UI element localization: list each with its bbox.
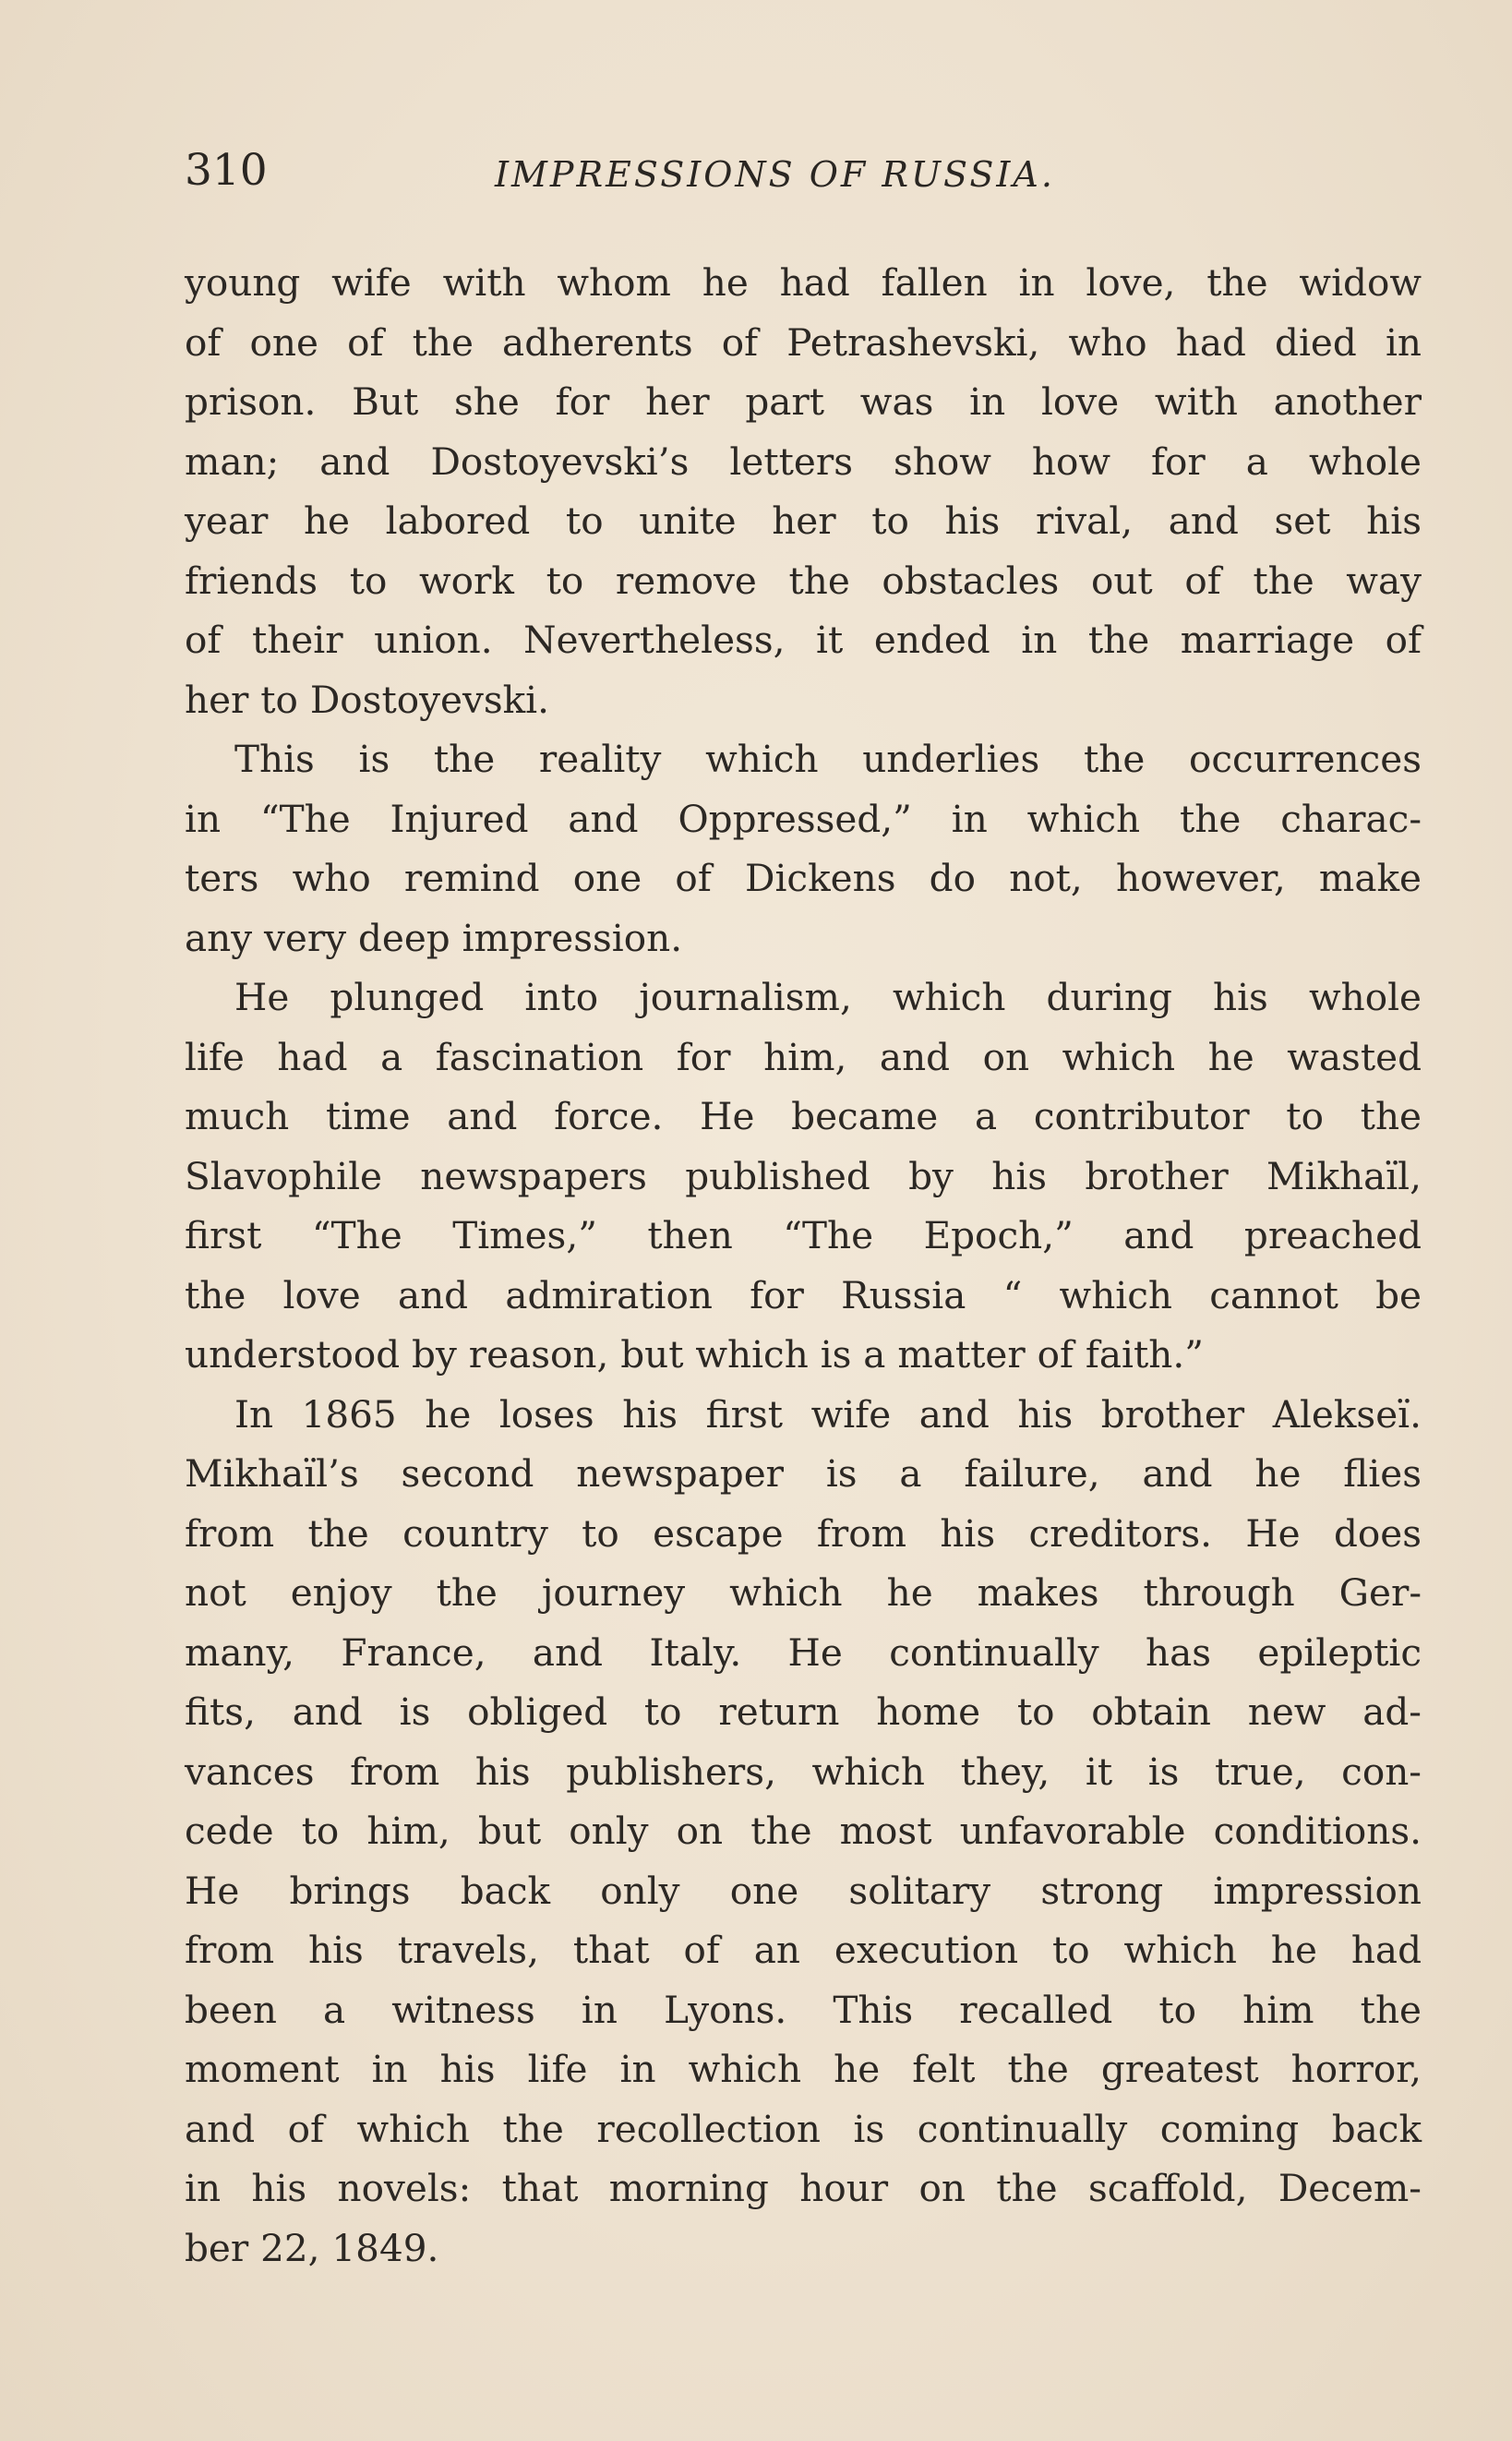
text-line: ber 22, 1849. [185, 2225, 439, 2270]
text-line: Mikhaïl’s second newspaper is a failure, and he flies [185, 1451, 1422, 1496]
paragraph [185, 253, 1422, 729]
paragraph [185, 1385, 1422, 2279]
text-line: much time and force. He became a contributor to the [185, 1094, 1422, 1138]
text-line: He brings back only one solitary strong impression [185, 1868, 1422, 1913]
book-title: IMPRESSIONS OF RUSSIA. [495, 154, 1055, 195]
text-line: year he labored to unite her to his rival, and set his [185, 499, 1422, 543]
paragraph [185, 968, 1422, 1385]
text-line: of one of the adherents of Petrashevski, who had died in [185, 319, 1422, 365]
text-line: and of which the recollection is continually coming back [185, 2106, 1422, 2151]
text-line: ters who remind one of Dickens do not, however, make [185, 856, 1422, 900]
text-line: from his travels, that of an execution to which he had [185, 1928, 1422, 1972]
running-head [185, 138, 1145, 203]
text-line: He plunged into journalism, which during his whole [234, 975, 1422, 1019]
text-line: fits, and is obliged to return home to obtain new ad- [185, 1689, 1422, 1734]
text-line: This is the reality which underlies the occurrences [234, 737, 1422, 781]
text-line: from the country to escape from his creditors. He does [185, 1510, 1422, 1556]
text-line: any very deep impression. [185, 915, 683, 960]
page-number: 310 [185, 145, 268, 196]
text-line: her to Dostoyevski. [185, 677, 549, 722]
text-line: of their union. Nevertheless, it ended in the marriage of [185, 618, 1422, 662]
text-line: vances from his publishers, which they, it is true, con- [185, 1749, 1422, 1794]
text-line: moment in his life in which he felt the greatest horror, [185, 2047, 1422, 2091]
text-line: cede to him, but only on the most unfavorable conditions. [185, 1809, 1422, 1853]
text-line: in “The Injured and Oppressed,” in which the charac- [185, 796, 1422, 841]
text-line: many, France, and Italy. He continually has epileptic [185, 1629, 1422, 1675]
paragraph [185, 729, 1422, 968]
text-line: first “The Times,” then “The Epoch,” and preached [185, 1213, 1422, 1257]
text-line: In 1865 he loses his first wife and his brother Alekseï. [234, 1391, 1422, 1437]
text-line: been a witness in Lyons. This recalled to him the [185, 1987, 1422, 2032]
text-line: not enjoy the journey which he makes through Ger- [185, 1570, 1422, 1615]
text-line: friends to work to remove the obstacles out of the way [185, 558, 1422, 603]
text-line: life had a fascination for him, and on which he wasted [185, 1034, 1422, 1079]
text-line: man; and Dostoyevski’s letters show how for a whole [185, 439, 1422, 484]
text-line: Slavophile newspapers published by his brother Mikhaïl, [185, 1153, 1422, 1198]
text-line: understood by reason, but which is a matter of faith.” [185, 1332, 1204, 1377]
text-line: prison. But she for her part was in love with another [185, 379, 1422, 424]
text-line: in his novels: that morning hour on the scaffold, Decem- [185, 2166, 1422, 2210]
text-line: young wife with whom he had fallen in love, the widow [185, 260, 1422, 305]
body-text [185, 253, 1422, 2278]
text-line: the love and admiration for Russia “ which cannot be [185, 1272, 1422, 1317]
